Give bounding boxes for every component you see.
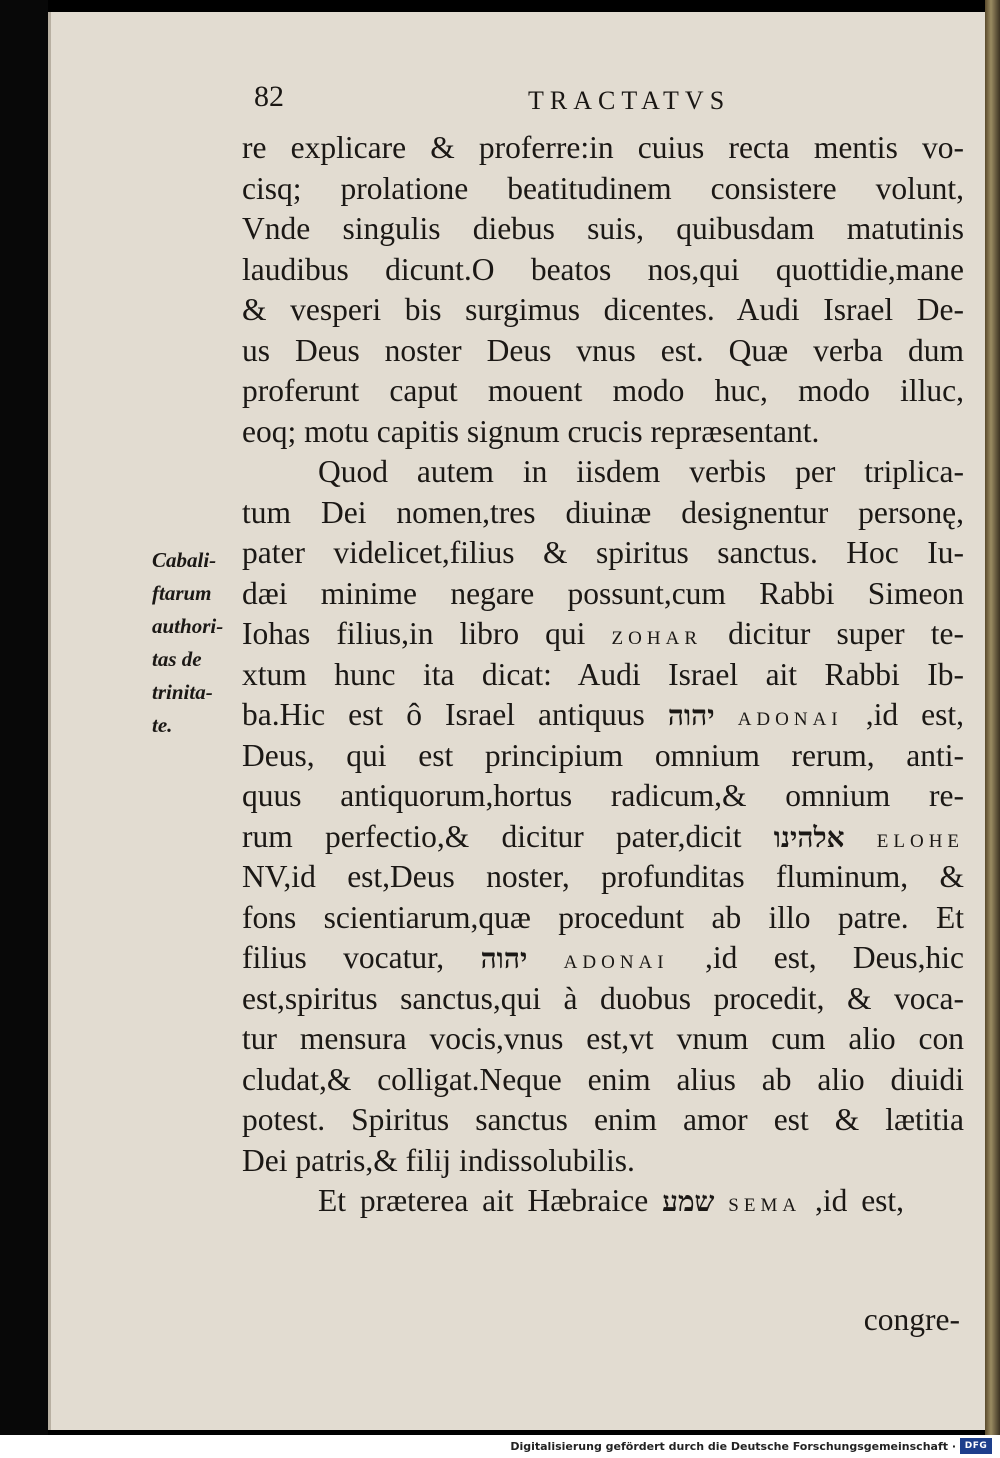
text-segment: re explicare & proferre:in cuius recta mentis vo- [242, 130, 964, 165]
scan-left-border [0, 0, 48, 1435]
transliteration: ZOHAR [611, 628, 702, 649]
transliteration: ADONAI [737, 709, 843, 730]
text-line [242, 371, 964, 412]
text-segment: Vnde singulis diebus suis, quibusdam matutinis [242, 211, 964, 246]
text-segment: ,id est, [865, 697, 965, 732]
text-segment: tum Dei nomen,tres diuinæ designentur personę, [242, 494, 964, 530]
transliteration: SEMA [728, 1195, 802, 1216]
text-segment: cludat,& colligat.Neque enim alius ab alio diuidi [242, 1061, 964, 1097]
digitization-credit: Digitalisierung gefördert durch die Deutsche Forschungsgemeinschaft · [510, 1440, 956, 1453]
transliteration: ADONAI [563, 952, 669, 973]
text-line [242, 533, 964, 574]
text-segment: & vesperi bis surgimus dicentes. Audi Israel De- [242, 292, 964, 327]
text-line [242, 1181, 964, 1222]
text-segment: tur mensura vocis,vnus est,vt vnum cum alio con [242, 1021, 964, 1056]
text-line [242, 290, 964, 331]
text-segment: NV,id est,Deus noster, profunditas fluminum, & [242, 859, 964, 894]
text-line [242, 817, 964, 858]
marginal-note-line: trinita- [152, 680, 213, 704]
marginal-note-line: authori- [152, 614, 224, 638]
text-line [242, 128, 964, 169]
text-line [242, 898, 964, 939]
marginal-note [152, 544, 242, 742]
text-segment: ba.Hic est ô Israel antiquus [242, 697, 645, 732]
text-segment: Deus, qui est principium omnium rerum, anti- [242, 737, 964, 773]
marginal-note-line: te. [152, 713, 173, 737]
hebrew-word: יהוה [667, 699, 715, 732]
text-line [242, 979, 964, 1020]
text-line [242, 857, 964, 898]
text-line [242, 250, 964, 291]
text-line [242, 331, 964, 372]
text-line [242, 1019, 964, 1060]
text-segment: xtum hunc ita dicat: Audi Israel ait Rabbi Ib- [242, 656, 964, 692]
hebrew-word: יהוה [480, 942, 528, 975]
marginal-note-line: Cabali- [152, 548, 217, 572]
marginal-note-line: tas de [152, 647, 202, 671]
text-line [242, 938, 964, 979]
text-line [242, 412, 964, 453]
text-segment: ,id est, [814, 1183, 905, 1218]
text-line [242, 169, 964, 210]
book-fore-edge [985, 0, 1000, 1435]
text-segment: proferunt caput mouent modo huc, modo illuc, [242, 373, 964, 408]
text-line [242, 614, 964, 655]
text-segment: us Deus noster Deus vnus est. Quæ verba dum [242, 332, 964, 368]
text-line [242, 1141, 964, 1182]
text-segment: Iohas filius,in libro qui [242, 616, 586, 651]
dfg-logo: DFG [960, 1438, 992, 1454]
text-line [242, 1060, 964, 1101]
text-line [242, 493, 964, 534]
text-segment: Quod autem in iisdem verbis per triplica- [318, 454, 964, 489]
text-segment: est,spiritus sanctus,qui à duobus procedit, & voca- [242, 980, 964, 1016]
text-line [242, 209, 964, 250]
body-text [242, 128, 964, 1222]
text-segment: pater videlicet,filius & spiritus sanctus. Hoc Iu- [242, 535, 964, 570]
text-segment: potest. Spiritus sanctus enim amor est & lætitia [242, 1102, 964, 1137]
text-line [242, 736, 964, 777]
text-segment: laudibus dicunt.O beatos nos,qui quottidie,mane [242, 251, 964, 287]
text-segment: rum perfectio,& dicitur pater,dicit [242, 818, 742, 854]
text-line [242, 1100, 964, 1141]
text-segment: eoq; motu capitis signum crucis repræsentant. [242, 413, 820, 449]
text-segment: fons scientiarum,quæ procedunt ab illo patre. Et [242, 899, 964, 935]
text-segment: cisq; prolatione beatitudinem consistere volunt, [242, 170, 964, 206]
catchword: congre- [863, 1302, 960, 1337]
text-segment: Dei patris,& filij indissolubilis. [242, 1142, 635, 1178]
text-segment: Et præterea ait Hæbraice [318, 1183, 649, 1218]
text-segment: filius vocatur, [242, 940, 445, 975]
text-segment: quus antiquorum,hortus radicum,& omnium re- [242, 778, 964, 813]
text-line [242, 452, 964, 493]
text-line [242, 574, 964, 615]
page-number: 82 [254, 80, 284, 113]
text-segment: dæi minime negare possunt,cum Rabbi Simeon [242, 575, 964, 611]
text-segment: dicitur super te- [728, 616, 965, 651]
running-head: TRACTATVS [528, 86, 731, 115]
text-line [242, 655, 964, 696]
hebrew-word: שמע [662, 1185, 715, 1218]
text-line [242, 776, 964, 817]
marginal-note-line: ftarum [152, 581, 212, 605]
text-segment: ,id est, Deus,hic [704, 940, 965, 975]
hebrew-word: אלהינו [773, 820, 845, 854]
text-line [242, 695, 964, 736]
transliteration: ELOHE [876, 830, 965, 852]
